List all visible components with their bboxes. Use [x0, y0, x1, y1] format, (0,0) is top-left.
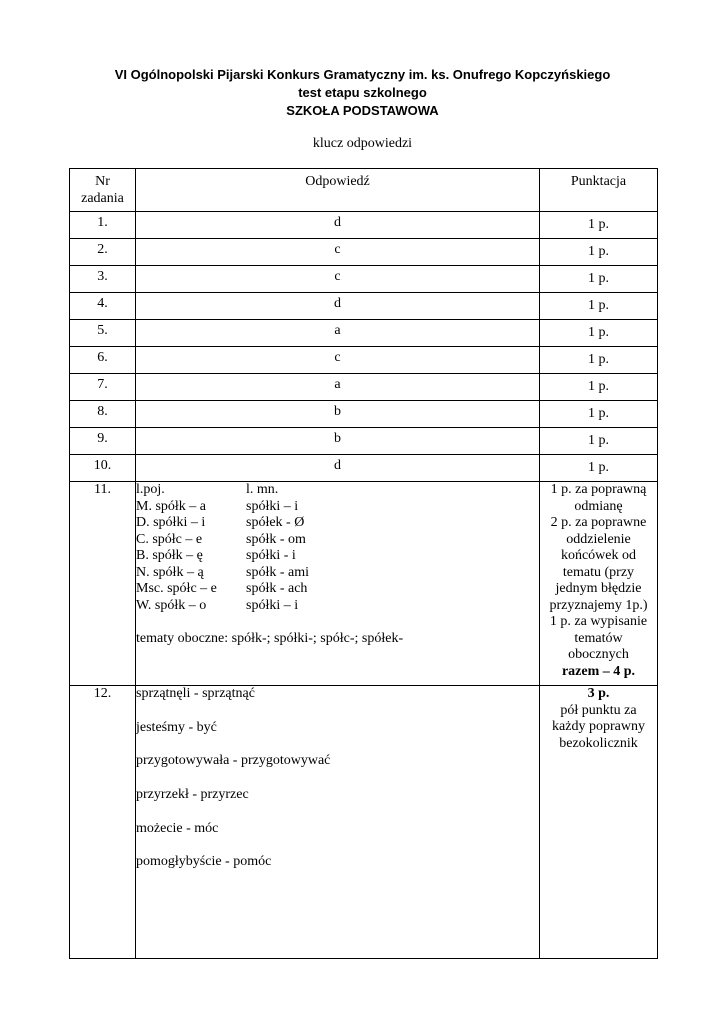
answer-cell: c [136, 266, 540, 293]
points-description-line: 1 p. za wypisanie [549, 614, 648, 629]
declension-line [136, 515, 539, 532]
infinitive-pair: możecie - móc [136, 820, 219, 836]
table-row [70, 320, 658, 347]
points-cell: 1 p. [540, 212, 658, 239]
header-school-level: SZKOŁA PODSTAWOWA [286, 103, 439, 118]
singular-form: N. spółk – ą [136, 564, 204, 580]
declension-line [136, 532, 539, 549]
points-description-line: tematu (przy [562, 564, 635, 580]
answer-key-subtitle: klucz odpowiedzi [312, 136, 413, 151]
singular-form: Msc. spółc – e [136, 581, 217, 596]
plural-form: l. mn. [246, 482, 279, 497]
points-cell [540, 482, 658, 686]
answer-cell: d [136, 293, 540, 320]
singular-form: W. spółk – o [136, 597, 207, 613]
answer-cell: d [136, 455, 540, 482]
points-description-line: 1 p. za poprawną [550, 482, 647, 497]
answer-cell: c [136, 239, 540, 266]
points-cell [540, 686, 658, 959]
plural-form: spółk - ami [246, 564, 309, 580]
task-number: 8. [70, 401, 136, 428]
plural-form: spółki – i [246, 597, 299, 613]
task-number-label: 12. [93, 686, 112, 701]
singular-form: M. spółk – a [136, 498, 206, 514]
task-number-label: 11. [94, 482, 111, 497]
infinitive-pair: przyrzekł - przyrzec [136, 787, 249, 803]
task-number: 1. [70, 212, 136, 239]
answer-cell: c [136, 347, 540, 374]
answer-cell: b [136, 401, 540, 428]
alternating-stems: tematy oboczne: spółk-; spółki-; spółc-; spółek- [136, 630, 404, 646]
task-number: 10. [70, 455, 136, 482]
task-number: 3. [70, 266, 136, 293]
answer-cell: d [136, 212, 540, 239]
points-description-line: bezokolicznik [559, 735, 638, 751]
table-row [70, 212, 658, 239]
points-cell: 1 p. [540, 347, 658, 374]
plural-form: spółek - Ø [246, 515, 305, 530]
declension-line [136, 598, 539, 615]
table-row [70, 347, 658, 374]
table-row [70, 293, 658, 320]
points-cell: 1 p. [540, 320, 658, 347]
table-header-row [70, 169, 658, 212]
column-header-points-label: Punktacja [570, 174, 627, 189]
points-cell: 1 p. [540, 266, 658, 293]
column-header-task-number [70, 169, 136, 212]
declension-line [136, 499, 539, 516]
points-description-line: odmianę [574, 498, 623, 514]
points-description-line: oddzielenie [566, 531, 631, 547]
infinitive-pair: jesteśmy - być [136, 719, 217, 735]
task-number: 6. [70, 347, 136, 374]
header-title: VI Ogólnopolski Pijarski Konkurs Gramatyczny im. ks. Onufrego Kopczyńskiego [114, 67, 611, 82]
points-description-line: 2 p. za poprawne [550, 515, 647, 530]
points-cell: 1 p. [540, 428, 658, 455]
task-number: 9. [70, 428, 136, 455]
plural-form: spółk - ach [246, 581, 308, 596]
task-number [70, 482, 136, 686]
table-row [70, 401, 658, 428]
declension-line [136, 565, 539, 582]
document-header [0, 66, 725, 120]
points-description-line: jednym błędzie [555, 581, 642, 596]
infinitive-pair: pomogłybyście - pomóc [136, 854, 272, 870]
header-stage: test etapu szkolnego [298, 85, 427, 100]
declension-line [136, 581, 539, 598]
answer-cell: a [136, 374, 540, 401]
plural-form: spółk - om [246, 531, 306, 547]
points-description-line: przyznajemy 1p.) [549, 597, 648, 613]
task-number: 7. [70, 374, 136, 401]
table-row [70, 455, 658, 482]
task-number: 4. [70, 293, 136, 320]
points-cell: 1 p. [540, 239, 658, 266]
singular-form: l.poj. [136, 482, 165, 497]
points-description-line: końcówek od [560, 548, 637, 563]
infinitive-answer-cell [136, 686, 540, 959]
task-number [70, 686, 136, 959]
points-description-line: tematów [574, 630, 623, 646]
points-total: razem – 4 p. [561, 663, 636, 679]
column-header-task-number-line1: Nr [95, 174, 110, 189]
table-row [70, 374, 658, 401]
points-cell: 1 p. [540, 455, 658, 482]
points-cell: 1 p. [540, 401, 658, 428]
column-header-answer [136, 169, 540, 212]
answer-cell: b [136, 428, 540, 455]
column-header-points [540, 169, 658, 212]
points-description-line: obocznych [568, 647, 629, 662]
points-total: 3 p. [587, 686, 610, 701]
singular-form: C. spółc – e [136, 531, 203, 547]
singular-form: B. spółk – ę [136, 548, 203, 563]
declension-line [136, 482, 539, 499]
column-header-answer-label: Odpowiedź [305, 174, 370, 189]
table-row-task-12 [70, 686, 658, 959]
table-row [70, 428, 658, 455]
points-description-line: każdy poprawny [552, 719, 645, 734]
column-header-task-number-line2: zadania [81, 191, 124, 206]
plural-form: spółki – i [246, 498, 299, 514]
points-description-line: pół punktu za [560, 702, 637, 718]
answer-key-table [69, 168, 658, 959]
table-row [70, 266, 658, 293]
singular-form: D. spółki – i [136, 515, 206, 530]
table-row-task-11 [70, 482, 658, 686]
points-cell: 1 p. [540, 293, 658, 320]
declension-line [136, 548, 539, 565]
table-row [70, 239, 658, 266]
declension-answer-cell [136, 482, 540, 686]
points-cell: 1 p. [540, 374, 658, 401]
infinitive-pair: sprzątnęli - sprzątnąć [136, 686, 255, 701]
task-number: 2. [70, 239, 136, 266]
infinitive-pair: przygotowywała - przygotowywać [136, 753, 331, 769]
task-number: 5. [70, 320, 136, 347]
answer-cell: a [136, 320, 540, 347]
plural-form: spółki - i [246, 548, 296, 563]
